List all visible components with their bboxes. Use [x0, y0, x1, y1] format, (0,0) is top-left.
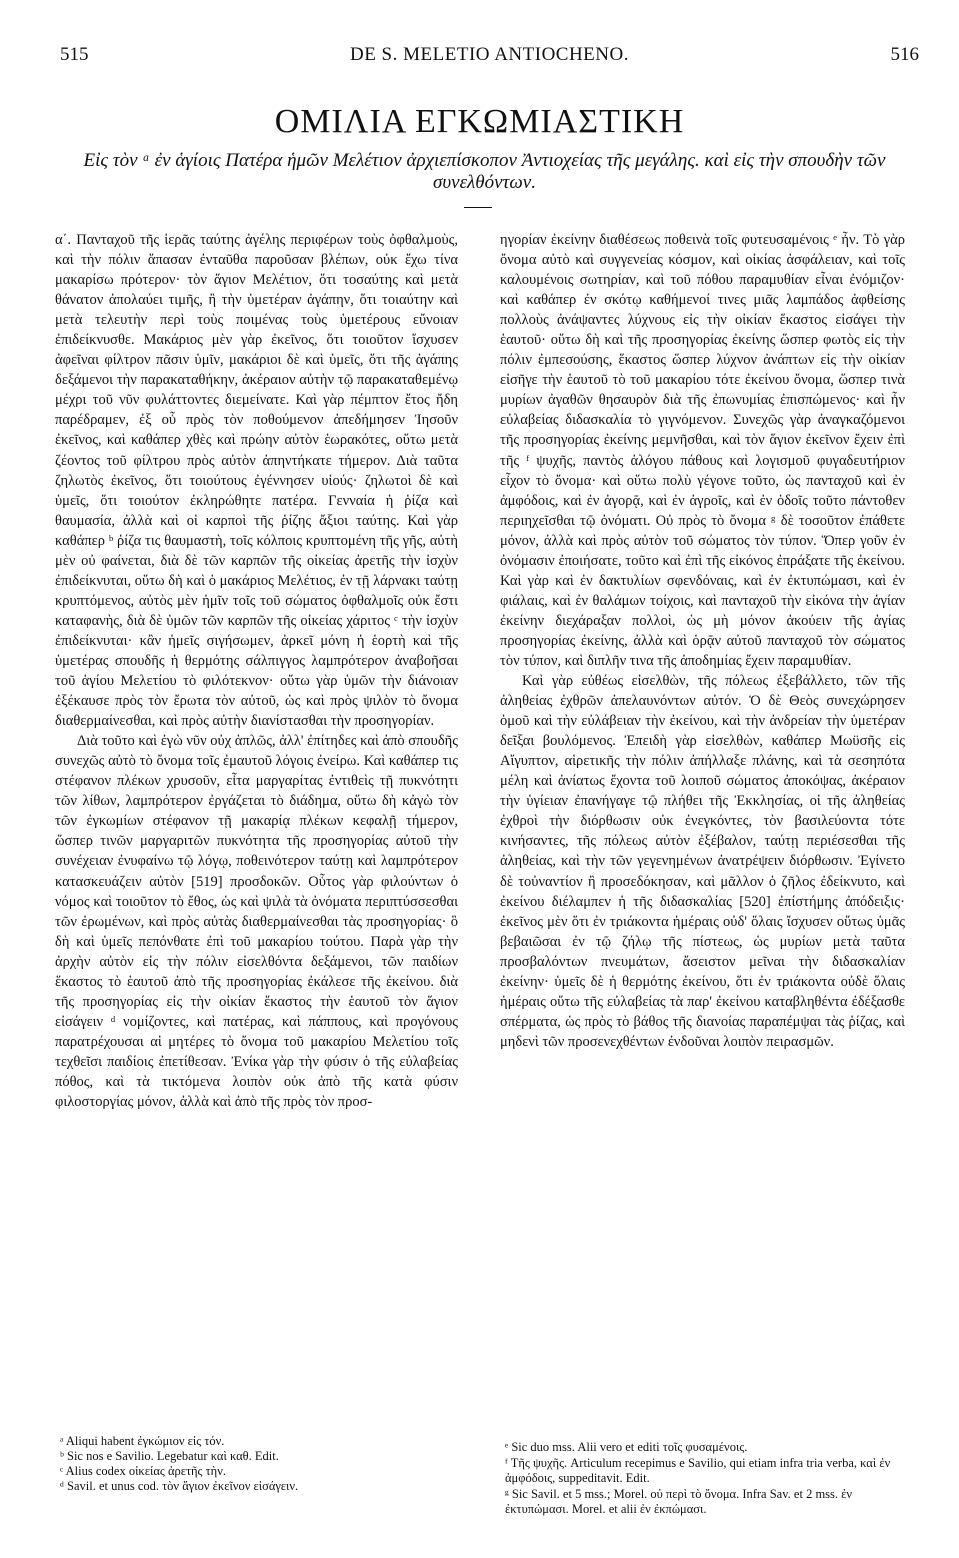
homily-title: ΟΜΙΛΙΑ ΕΓΚΩΜΙΑΣΤΙΚΗ [274, 103, 685, 140]
right-paragraph-1: ηγορίαν ἐκείνην διαθέσεως ποθεινὰ τοῖς φυτευσαμένοις ᵉ ἦν. Τὸ γὰρ ὄνομα αὐτὸ καὶ συγγενείας κόσμον, καὶ οἰκίας ἀσφάλειαν, καὶ τοῖς καλουμένοις σωτηρίαν, καὶ τοῦ πόθου παραμυθίαν εἶναι ἐνόμιζον· καὶ καθάπερ ἐν σκότῳ καθήμενοί τινες μιᾶς λαμπάδος ἀφθείσης πολλοὺς ἀνάψαντες λύχνους εἰς τὴν οἰκίαν ἕκαστος εἰσάγει τὴν ἑαυτοῦ· οὕτω δὴ καὶ τῆς προσηγορίας ἐκείνης ὥσπερ φωτὸς εἰς τὴν πόλιν ἐμπεσούσης, ἕκαστος ὥσπερ λύχνον ἀνάπτων εἰς τὴν οἰκίαν εἰσῆγε τὴν ἑαυτοῦ τὸ τοῦ μακαρίου τότε ἐκείνου ὄνομα, ὥσπερ τινὰ μυρίων ἀγαθῶν θησαυρὸν διὰ τῆς ἐπωνυμίας ἐπισπώμενος· καὶ ἦν εὐλαβείας διδασκαλία τὸ γιγνόμενον. Συνεχῶς γὰρ ἀναγκαζόμενοι τῆς προσηγορίας ἐκείνης μεμνῆσθαι, καὶ τὸν ἅγιον ἐκεῖνον ἔχειν ἐπὶ τῆς ᶠ ψυχῆς, παντὸς ἀλόγου πάθους καὶ λογισμοῦ φυγαδευτήριον εἶχον τὸ ὄνομα· καὶ οὕτω πολὺ γέγονε τοῦτο, ὡς πανταχοῦ καὶ ἐν ἀμφόδοις, καὶ ἐν ἀγορᾷ, καὶ ἐν ἀγροῖς, καὶ ἐν ὁδοῖς τοῦτο πάντοθεν περιηχεῖσθαι τῷ ὀνόματι. Οὐ πρὸς τὸ ὄνομα ᵍ δὲ τοσοῦτον ἐπάθετε μόνον, ἀλλὰ καὶ πρὸς αὐτὸν τοῦ σώματος τὸν τύπον. Ὅπερ γοῦν ἐν ὀνόμασιν ἐποιήσατε, τοῦτο καὶ ἐπὶ τῆς εἰκόνος ἐπράξατε τῆς ἐκείνου. Καὶ γὰρ καὶ ἐν δακτυλίων σφενδόναις, καὶ ἐν ἐκτυπώμασι, καὶ ἐν φιάλαις, καὶ ἐν θαλάμων τοίχοις, καὶ πανταχοῦ τὴν εἰκόνα τὴν ἁγίαν ἐκείνην διεχάραξαν πολλοὶ, ὡς μὴ μόνον ἀκούειν τῆς ἁγίας προσηγορίας ἐκείνης, ἀλλὰ καὶ ὁρᾷν αὐτοῦ πανταχοῦ τὸν σώματος τὸν τύπον, καὶ διπλῆν τινα τῆς ἀποδημίας ἔχειν παραμυθίαν. [500, 232, 905, 669]
title-divider [464, 207, 492, 208]
running-head [60, 44, 919, 68]
footnote-f: ᶠ Τῆς ψυχῆς. Articulum recepimus e Savilio, qui etiam infra tria verba, καὶ ἐν ἀμφόδοις, suppeditavit. Edit. [505, 1455, 891, 1485]
homily-subtitle: Εἰς τὸν ᵃ ἐν ἁγίοις Πατέρα ἡμῶν Μελέτιον ἀρχιεπίσκοπον Ἀντιοχείας τῆς μεγάλης. καὶ εἰς τὴν σπουδὴν τῶν συνελθόντων. [83, 150, 886, 193]
footnote-b: ᵇ Sic nos e Savilio. Legebatur καὶ καθ. Edit. [60, 1449, 279, 1463]
footnotes-right [505, 1440, 905, 1518]
footnote-e: ᵉ Sic duo mss. Alii vero et editi τοῖς φυσαμένοις. [505, 1440, 748, 1454]
footnote-d: ᵈ Savil. et unus cod. τὸν ἅγιον ἐκεῖνον εἰσάγειν. [60, 1479, 299, 1493]
page-number-right: 516 [890, 44, 919, 65]
footnote-g: ᵍ Sic Savil. et 5 mss.; Morel. οὐ περὶ τὸ ὄνομα. Infra Sav. et 2 mss. ἐν ἐκτυπώμασι. Morel. et alii ἐν ἐκπώμασι. [505, 1486, 853, 1516]
left-paragraph-1: α΄. Πανταχοῦ τῆς ἱερᾶς ταύτης ἀγέλης περιφέρων τοὺς ὀφθαλμοὺς, καὶ τὴν πόλιν ἅπασαν ἐνταῦθα παροῦσαν βλέπων, οὐκ ἔχω τίνα μακαρίσω πρότερον· τὸν ἅγιον Μελέτιον, ὅτι τοσαύτης καὶ μετὰ θάνατον ἀπολαύει τιμῆς, ἢ τὴν ὑμετέραν ἀγάπην, ὅτι τοιαύτην καὶ μετὰ τελευτὴν περὶ τοὺς ποιμένας τοὺς ὑμετέρους εὔνοιαν ἐπιδείκνυσθε. Μακάριος μὲν γὰρ ἐκεῖνος, ὅτι τοιοῦτον ἴσχυσεν ἀφεῖναι φίλτρον πᾶσιν ὑμῖν, μακάριοι δὲ καὶ ὑμεῖς, ὅτι τῆς ἀγάπης δεξάμενοι τὴν παρακαταθήκην, ἀκέραιον αὐτὴν τῷ παρακαταθεμένῳ μέχρι τοῦ νῦν φυλάττοντες διεμείνατε. Καὶ γὰρ πέμπτον ἔτος ἤδη παρέδραμεν, ἐξ οὗ πρὸς τὸν ποθούμενον ἀπεδήμησεν Ἰησοῦν ἐκεῖνος, καὶ καθάπερ χθὲς καὶ πρώην αὐτὸν ἑωρακότες, οὕτω μετὰ ζέοντος τοῦ φίλτρου πρὸς αὐτὸν ἀπηντήκατε τήμερον. Διὰ ταῦτα ζηλωτὸς ἐκεῖνος, ὅτι τοιούτους ἐγέννησεν υἱούς· ζηλωτοὶ δὲ καὶ ὑμεῖς, ὅτι τοιούτον ἐκληρώθητε πατέρα. Γενναία ἡ ῥίζα καὶ θαυμασία, ἀλλὰ καὶ οἱ καρποὶ τῆς ῥίζης ἄξιοι ταύτης. Καὶ γὰρ καθάπερ ᵇ ῥίζα τις θαυμαστὴ, τοῖς κόλποις κρυπτομένη τῆς γῆς, αὐτὴ μὲν οὐ φαίνεται, διὰ δὲ τῶν καρπῶν τῆς οἰκείας ἀρετῆς τὴν ἰσχὺν ἐπιδείκνυται, οὕτω δὴ καὶ ὁ μακάριος Μελέτιος, ἐν τῇ λάρνακι ταύτῃ κρυπτόμενος, αὐτὸς μὲν ἡμῖν τοῖς τοῦ σώματος ὀφθαλμοῖς οὐκ ἔστι καταφανὴς, διὰ δὲ ὑμῶν τῶν καρπῶν τῆς οἰκείας χάριτος ᶜ τὴν ἰσχὺν ἐπιδείκνυται· κἂν ἡμεῖς σιγήσωμεν, ἀρκεῖ μόνη ἡ ἑορτὴ καὶ τῆς ὑμετέρας σπουδῆς ἡ θερμότης σάλπιγγος λαμπρότερον ἀναβοῆσαι τοῦ ἁγίου Μελετίου τὸ φιλότεκνον· οὕτω γὰρ ὑμῶν τὴν διάνοιαν ἐξέκαυσε πρὸς τὸν ἔρωτα τὸν αὐτοῦ, ὡς καὶ πρὸς ψιλὸν τὸ ὄνομα διαθερμαίνεσθαι, καὶ πρὸς αὐτὴν διανίστασθαι τὴν προσηγορίαν. [55, 232, 458, 730]
right-paragraph-2: Καὶ γὰρ εὐθέως εἰσελθὼν, τῆς πόλεως ἐξεβάλλετο, τῶν τῆς ἀληθείας ἐχθρῶν ἀπελαυνόντων αὐτόν. Ὁ δὲ Θεὸς συνεχώρησεν ὁμοῦ καὶ τὴν εὐλάβειαν τὴν ἐκείνου, καὶ τὴν ἀνδρείαν τὴν ὑμετέραν δεῖξαι βουλόμενος. Ἐπειδὴ γὰρ εἰσελθὼν, καθάπερ Μωϋσῆς εἰς Αἴγυπτον, αἱρετικῆς τὴν πόλιν ἀπήλλαξε πλάνης, καὶ τὰ σεσηπότα μέλη καὶ ἀνίατως ἔχοντα τοῦ λοιποῦ σώματος ἀποκόψας, ἀκέραιον τὴν ὑγίειαν ἐπανήγαγε τῷ πλήθει τῆς Ἐκκλησίας, οἱ τῆς ἀληθείας ἐχθροὶ τὴν διόρθωσιν οὐκ ἐνεγκόντες, τὸν βασιλεύοντα τότε κινήσαντες, τῆς πόλεως αὐτὸν ἐξέβαλον, ταύτῃ περιέσεσθαι τῆς ἀληθείας, καὶ τὴν τῶν γεγενημένων ἀνατρέψειν διόρθωσιν. Ἐγίνετο δὲ τοὐναντίον ἢ προσεδόκησαν, καὶ μᾶλλον ὁ ζῆλος ἐδείκνυτο, καὶ ἐκείνου διέλαμπεν ἡ τῆς διδασκαλίας [520] ἐπίστήμης ἀπόδειξις· ἐκεῖνος μὲν ὅτι ἐν τριάκοντα ἡμέραις οὐδ' ὅλαις ἴσχυσεν οὕτως ὑμᾶς βεβαιῶσαι ἐν τῷ ζήλῳ τῆς πίστεως, ὡς μυρίων μετὰ ταῦτα προσβαλόντων πνευμάτων, ἄσειστον μεῖναι τὴν διδασκαλίαν ἐκείνην· ὑμεῖς δὲ ἡ θερμότης ἐκείνου, ὅτι ἐν τριάκοντα οὐδὲ ὅλαις ἡμέραις οὕτω τῆς εὐλαβείας τὰ παρ' ἐκείνου καταβληθέντα ἐδέξασθε σπέρματα, ὡς πρὸς τὸ βάθος τῆς διανοίας παραπέμψαι τὰς ῥίζας, καὶ μηδενὶ τῶν προσενεχθέντων ἐνδοῦναι λοιπὸν πειρασμῶν. [500, 673, 905, 1050]
right-column [500, 230, 905, 1052]
left-paragraph-2: Διὰ τοῦτο καὶ ἐγὼ νῦν οὐχ ἁπλῶς, ἀλλ' ἐπίτηδες καὶ ἀπὸ σπουδῆς συνεχῶς αὐτὸ τὸ ὄνομα τοῖς ἐμαυτοῦ λόγοις ἐνείρω. Καὶ καθάπερ τις στέφανον πλέκων χρυσοῦν, εἶτα μαργαρίτας ἐντιθεὶς τῇ πυκνότητι τῶν λίθων, λαμπρότερον ἐργάζεται τὸ διάδημα, οὕτω δὴ κἀγὼ τὸν τῶν ἐγκωμίων στέφανον τῇ μακαρίᾳ πλέκων κεφαλῇ τήμερον, ὥσπερ τινῶν μαργαριτῶν πυκνότητα τῆς προσηγορίας αὐτοῦ τὴν συνέχειαν ἐνυφαίνω τῷ λόγῳ, ποθεινότερον ταύτῃ καὶ λαμπρότερον κατασκευάζειν αὐτὸν [519] προσδοκῶν. Οὗτος γὰρ φιλούντων ὁ νόμος καὶ τοιοῦτον τὸ ἔθος, ὡς καὶ ψιλὰ τὰ ὀνόματα περιπτύσσεσθαι τῶν ἐρωμένων, καὶ πρὸς αὐτὰς διαθερμαίνεσθαι τὰς προσηγορίας· ὃ δὴ καὶ ὑμεῖς πεπόνθατε ἐπὶ τοῦ μακαρίου τούτου. Παρὰ γὰρ τὴν ἀρχὴν αὐτὸν εἰς τὴν πόλιν εἰσελθόντα δεξάμενοι, τῶν παιδίων ἕκαστος τὸ ἑαυτοῦ ἀπὸ τῆς προσηγορίας ἐκάλεσε τῆς ἐκείνου. διὰ τῆς προσηγορίας εἰς τὴν οἰκίαν ἕκαστος τὴν ἑαυτοῦ τὸν ἅγιον εἰσάγειν ᵈ νομίζοντες, καὶ πατέρας, καὶ πάππους, καὶ προγόνους παρατρέχουσαι αἱ μητέρες τὸ ὄνομα τοῦ μακαρίου Μελετίου τοῖς τεχθεῖσι παιδίοις ἐπετίθεσαν. Ἐνίκα γὰρ τὴν φύσιν ὁ τῆς εὐλαβείας πόθος, καὶ τὰ τικτόμενα λοιπὸν οὐκ ἀπὸ τῆς κατὰ φύσιν φιλοστοργίας μόνον, ἀλλὰ καὶ ἀπὸ τῆς πρὸς τὸν προσ- [55, 733, 458, 1111]
footnote-a: ᵃ Aliqui habent ἐγκώμιον εἰς τόν. [60, 1434, 225, 1448]
footnote-c: ᶜ Alius codex οἰκείας ἀρετῆς τὴν. [60, 1464, 226, 1478]
footnotes-left [60, 1434, 460, 1494]
page-number-left: 515 [60, 44, 89, 65]
running-title: DE S. MELETIO ANTIOCHENO. [349, 44, 629, 65]
left-column [55, 230, 458, 1112]
